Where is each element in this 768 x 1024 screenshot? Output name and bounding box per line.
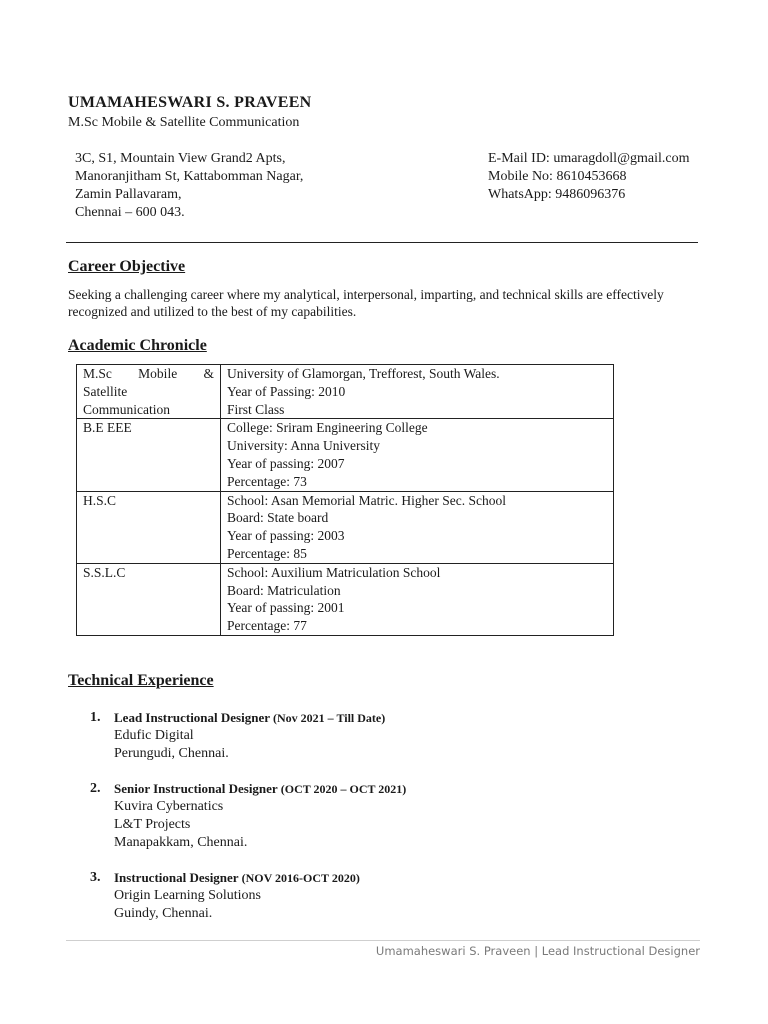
job-dates: (Nov 2021 – Till Date) — [273, 711, 386, 725]
job-title-line — [114, 709, 385, 727]
details-cell: College: Sriram Engineering College University: Anna University Year of passing: 2007 Percentage: 73 — [221, 419, 614, 491]
mobile-line: Mobile No: 8610453668 — [488, 169, 627, 184]
company-line: Kuvira Cybernatics — [114, 799, 224, 814]
email-line: E-Mail ID: umaragdoll@gmail.com — [488, 151, 690, 166]
degree-cell: S.S.L.C — [77, 563, 221, 635]
location-line: Manapakkam, Chennai. — [114, 835, 248, 850]
table-row — [77, 491, 614, 563]
job-dates: (OCT 2020 – OCT 2021) — [280, 782, 407, 796]
details-cell: School: Asan Memorial Matric. Higher Sec. School Board: State board Year of passing: 2003 Percentage: 85 — [221, 491, 614, 563]
degree-cell: M.Sc Mobile & Satellite Communication — [77, 365, 221, 419]
job-title: Instructional Designer — [114, 870, 239, 885]
item-number: 3. — [90, 870, 101, 885]
academic-table — [76, 364, 614, 636]
degree-cell: B.E EEE — [77, 419, 221, 491]
company-line: Origin Learning Solutions — [114, 888, 261, 903]
location-line: Guindy, Chennai. — [114, 906, 213, 921]
academic-chronicle-heading: Academic Chronicle — [68, 337, 207, 354]
footer-divider — [66, 940, 700, 941]
whatsapp-line: WhatsApp: 9486096376 — [488, 187, 626, 202]
address-line: Zamin Pallavaram, — [75, 187, 182, 202]
candidate-degree: M.Sc Mobile & Satellite Communication — [68, 115, 300, 130]
page-footer: Umamaheswari S. Praveen | Lead Instructional Designer — [375, 944, 700, 958]
project-line: L&T Projects — [114, 817, 191, 832]
header-divider — [66, 242, 698, 243]
technical-experience-heading: Technical Experience — [68, 672, 214, 689]
career-objective-heading: Career Objective — [68, 258, 186, 275]
career-objective-text: Seeking a challenging career where my analytical, interpersonal, imparting, and technical skills are effectively recognized and utilized to the best of my capabilities. — [68, 287, 664, 319]
item-number: 2. — [90, 781, 101, 796]
address-line: Chennai – 600 043. — [75, 205, 185, 220]
company-line: Edufic Digital — [114, 728, 194, 743]
job-title: Lead Instructional Designer — [114, 710, 270, 725]
location-line: Perungudi, Chennai. — [114, 746, 229, 761]
postal-address — [75, 150, 303, 222]
address-line: Manoranjitham St, Kattabomman Nagar, — [75, 169, 304, 184]
address-line: 3C, S1, Mountain View Grand2 Apts, — [75, 151, 286, 166]
item-number: 1. — [90, 710, 101, 725]
job-title: Senior Instructional Designer — [114, 781, 278, 796]
job-dates: (NOV 2016-OCT 2020) — [241, 871, 360, 885]
table-row — [77, 419, 614, 491]
contact-info — [488, 150, 689, 204]
job-title-line — [114, 869, 360, 887]
degree-cell: H.S.C — [77, 491, 221, 563]
details-cell: School: Auxilium Matriculation School Board: Matriculation Year of passing: 2001 Percentage: 77 — [221, 563, 614, 635]
table-row — [77, 563, 614, 635]
table-row — [77, 365, 614, 419]
candidate-name: UMAMAHESWARI S. PRAVEEN — [68, 94, 312, 111]
job-title-line — [114, 780, 406, 798]
details-cell: University of Glamorgan, Trefforest, South Wales. Year of Passing: 2010 First Class — [221, 365, 614, 419]
